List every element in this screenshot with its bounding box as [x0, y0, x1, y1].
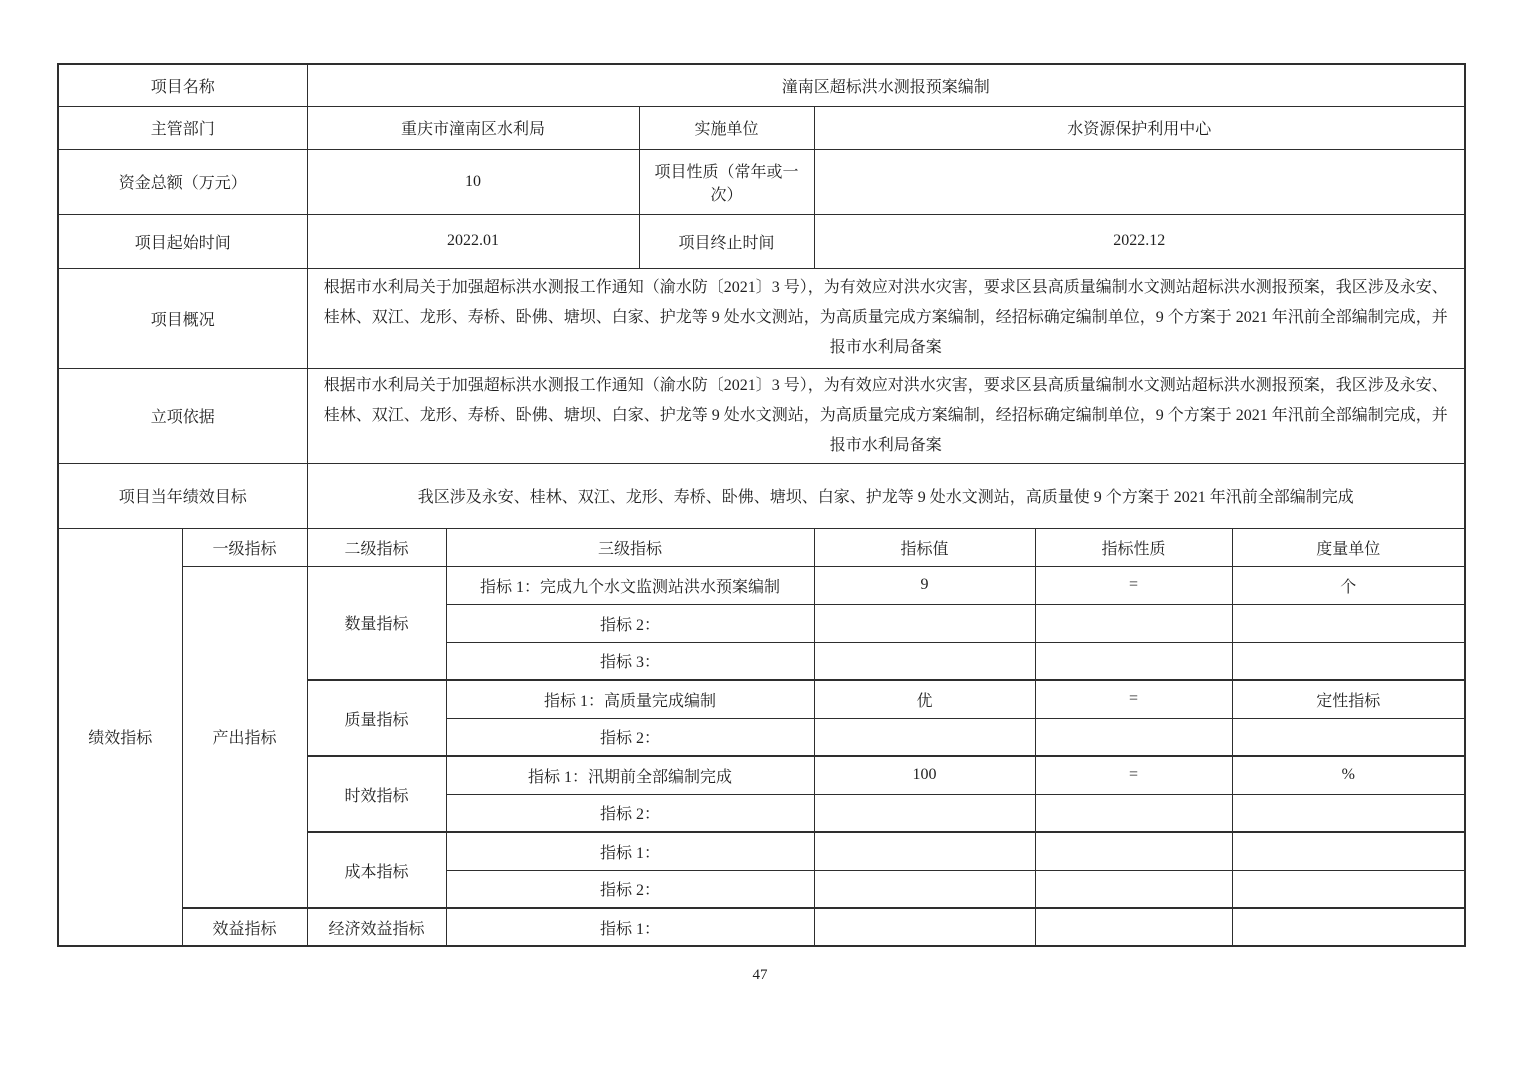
- department-label: 主管部门: [58, 106, 307, 149]
- indicator-nature-cell: =: [1035, 756, 1232, 794]
- indicator-nature-cell: [1035, 718, 1232, 756]
- project-name-label: 项目名称: [58, 64, 307, 106]
- indicator-nature-cell: [1035, 604, 1232, 642]
- project-name-value: 潼南区超标洪水测报预案编制: [307, 64, 1465, 106]
- indicator-header-level2: 二级指标: [307, 528, 446, 566]
- indicator-value-cell: 优: [814, 680, 1035, 718]
- indicator-unit-cell: %: [1232, 756, 1465, 794]
- indicator-l3-cell: 指标 1：汛期前全部编制完成: [446, 756, 814, 794]
- level1-output-cell: 产出指标: [182, 566, 307, 908]
- indicator-value-cell: [814, 908, 1035, 946]
- start-date-label: 项目起始时间: [58, 214, 307, 268]
- overview-value: 根据市水利局关于加强超标洪水测报工作通知（渝水防〔2021〕3 号），为有效应对洪水灾害，要求区县高质量编制水文测站超标洪水测报预案，我区涉及永安、桂林、双江、龙形、寿桥、卧佛、塘坝、白家、护龙等 9 处水文测站，为高质量完成方案编制，经招标确定编制单位，9 个方案于 2021 年汛前全部编制完成，并报市水利局备案: [307, 268, 1465, 368]
- indicator-unit-cell: [1232, 870, 1465, 908]
- indicator-l3-cell: 指标 1：: [446, 832, 814, 870]
- indicator-l3-cell: 指标 2：: [446, 870, 814, 908]
- level2-timeliness-cell: 时效指标: [307, 756, 446, 832]
- indicator-unit-cell: 个: [1232, 566, 1465, 604]
- total-fund-value: 10: [307, 149, 639, 214]
- indicator-header-level3: 三级指标: [446, 528, 814, 566]
- overview-label: 项目概况: [58, 268, 307, 368]
- indicators-section-label: 绩效指标: [58, 528, 182, 946]
- indicator-unit-cell: [1232, 642, 1465, 680]
- level2-economic-cell: 经济效益指标: [307, 908, 446, 946]
- indicator-value-cell: 9: [814, 566, 1035, 604]
- indicator-value-cell: [814, 832, 1035, 870]
- indicator-nature-cell: [1035, 908, 1232, 946]
- indicator-nature-cell: [1035, 832, 1232, 870]
- basis-value: 根据市水利局关于加强超标洪水测报工作通知（渝水防〔2021〕3 号），为有效应对洪水灾害，要求区县高质量编制水文测站超标洪水测报预案，我区涉及永安、桂林、双江、龙形、寿桥、卧佛、塘坝、白家、护龙等 9 处水文测站，为高质量完成方案编制，经招标确定编制单位，9 个方案于 2021 年汛前全部编制完成，并报市水利局备案: [307, 368, 1465, 463]
- level2-quantity-cell: 数量指标: [307, 566, 446, 680]
- project-nature-label: 项目性质（常年或一次）: [639, 149, 814, 214]
- indicator-value-cell: [814, 718, 1035, 756]
- indicator-unit-cell: [1232, 832, 1465, 870]
- indicator-nature-cell: [1035, 794, 1232, 832]
- level1-benefit-cell: 效益指标: [182, 908, 307, 946]
- indicator-l3-cell: 指标 3：: [446, 642, 814, 680]
- indicator-header-unit: 度量单位: [1232, 528, 1465, 566]
- indicator-l3-cell: 指标 2：: [446, 604, 814, 642]
- indicator-l3-cell: 指标 1：完成九个水文监测站洪水预案编制: [446, 566, 814, 604]
- end-date-label: 项目终止时间: [639, 214, 814, 268]
- indicator-value-cell: [814, 642, 1035, 680]
- indicator-nature-cell: [1035, 870, 1232, 908]
- project-performance-table: [57, 63, 1466, 947]
- annual-goal-value: 我区涉及永安、桂林、双江、龙形、寿桥、卧佛、塘坝、白家、护龙等 9 处水文测站，高质量使 9 个方案于 2021 年汛前全部编制完成: [307, 463, 1465, 528]
- indicator-value-cell: [814, 794, 1035, 832]
- implementer-value: 水资源保护利用中心: [814, 106, 1465, 149]
- basis-label: 立项依据: [58, 368, 307, 463]
- indicator-l3-cell: 指标 1：: [446, 908, 814, 946]
- indicator-header-nature: 指标性质: [1035, 528, 1232, 566]
- level2-cost-cell: 成本指标: [307, 832, 446, 908]
- project-nature-value: [814, 149, 1465, 214]
- start-date-value: 2022.01: [307, 214, 639, 268]
- indicator-nature-cell: =: [1035, 566, 1232, 604]
- implementer-label: 实施单位: [639, 106, 814, 149]
- end-date-value: 2022.12: [814, 214, 1465, 268]
- indicator-unit-cell: [1232, 604, 1465, 642]
- indicator-l3-cell: 指标 1：高质量完成编制: [446, 680, 814, 718]
- indicator-value-cell: [814, 604, 1035, 642]
- indicator-value-cell: [814, 870, 1035, 908]
- indicator-value-cell: 100: [814, 756, 1035, 794]
- indicator-unit-cell: [1232, 794, 1465, 832]
- indicator-unit-cell: [1232, 718, 1465, 756]
- annual-goal-label: 项目当年绩效目标: [58, 463, 307, 528]
- indicator-l3-cell: 指标 2：: [446, 718, 814, 756]
- indicator-unit-cell: [1232, 908, 1465, 946]
- page-number: 47: [752, 967, 768, 983]
- indicator-header-level1: 一级指标: [182, 528, 307, 566]
- indicator-nature-cell: [1035, 642, 1232, 680]
- department-value: 重庆市潼南区水利局: [307, 106, 639, 149]
- indicator-unit-cell: 定性指标: [1232, 680, 1465, 718]
- indicator-header-value: 指标值: [814, 528, 1035, 566]
- indicator-nature-cell: =: [1035, 680, 1232, 718]
- level2-quality-cell: 质量指标: [307, 680, 446, 756]
- indicator-l3-cell: 指标 2：: [446, 794, 814, 832]
- total-fund-label: 资金总额（万元）: [58, 149, 307, 214]
